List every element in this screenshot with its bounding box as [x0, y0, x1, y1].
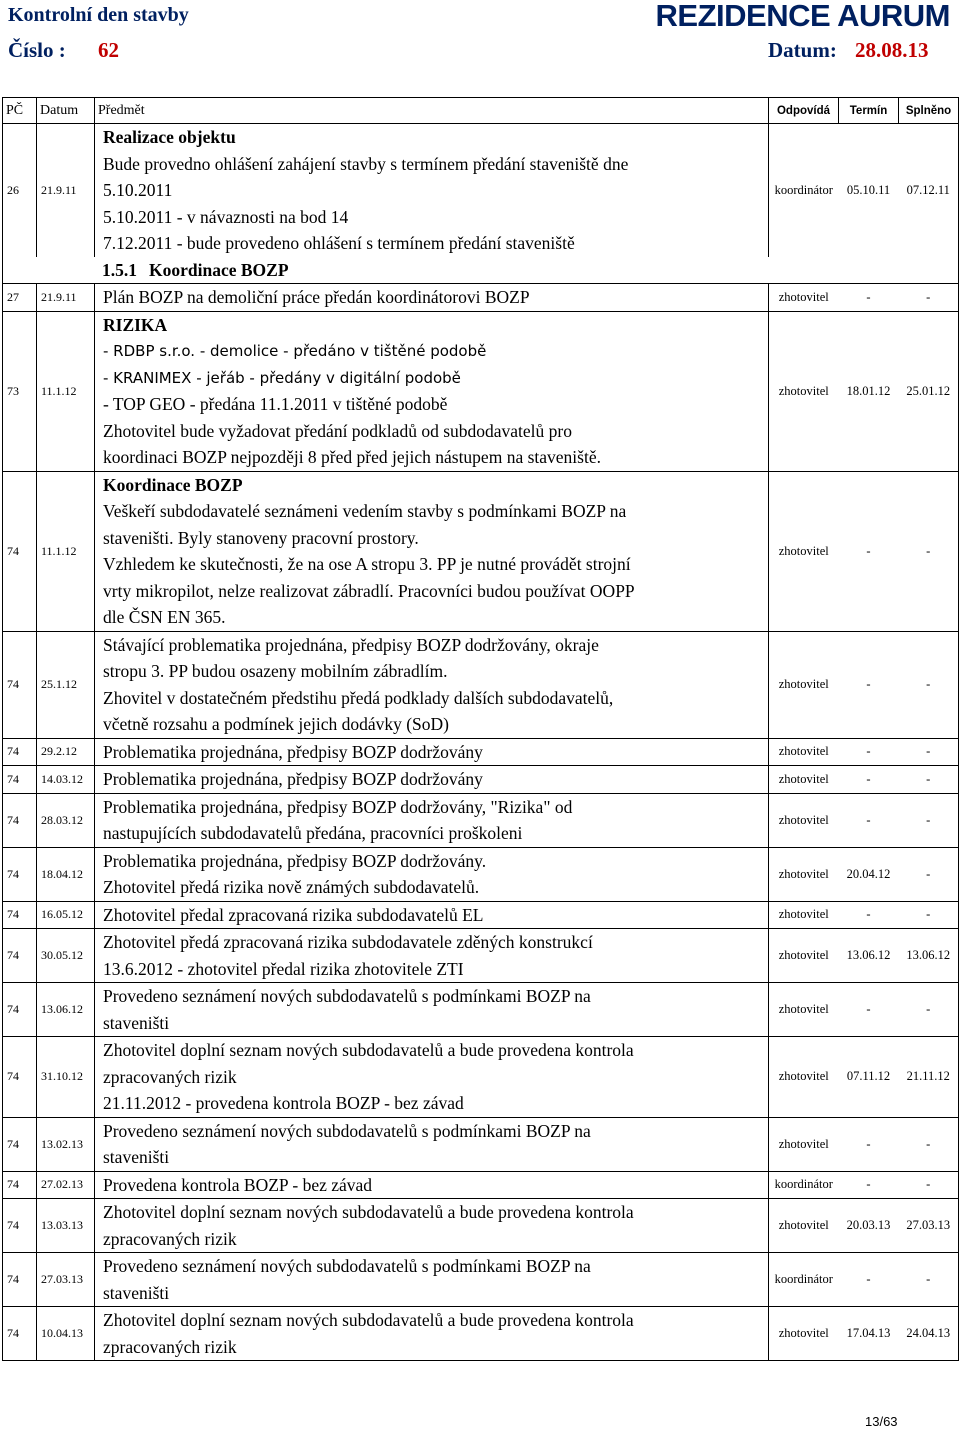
row-subject [95, 1037, 769, 1118]
row-date: 11.1.12 [37, 471, 95, 631]
row-date: 27.02.13 [37, 1171, 95, 1199]
row-deadline: - [839, 1117, 899, 1171]
row-responsible: zhotovitel [769, 1307, 839, 1361]
subject-line: - RDBP s.r.o. - demolice - předáno v tištěné podobě [103, 342, 487, 360]
row-number: 74 [3, 1171, 37, 1199]
table-row [3, 929, 959, 983]
subject-line: Problematika projednána, předpisy BOZP dodržovány, "Rizika" od [103, 796, 573, 817]
minutes-table [2, 97, 959, 1361]
row-deadline: - [839, 901, 899, 929]
subject-line: Plán BOZP na demoliční práce předán koordinátorovi BOZP [103, 287, 530, 307]
subject-line: včetně rozsahu a podmínek jejich dodávky (SoD) [103, 714, 450, 734]
section-row [3, 257, 959, 284]
row-number: 74 [3, 1199, 37, 1253]
subject-line: Provedeno seznámení nových subdodavatelů s podmínkami BOZP na [103, 986, 591, 1006]
subject-line: Problematika projednána, předpisy BOZP dodržovány [103, 741, 483, 762]
row-subject [95, 766, 769, 794]
row-date: 18.04.12 [37, 847, 95, 901]
subject-line: 7.12.2011 - bude provedeno ohlášení s termínem předání staveniště [103, 233, 575, 253]
row-responsible: zhotovitel [769, 471, 839, 631]
col-header-predmet: Předmět [95, 98, 769, 124]
row-date: 30.05.12 [37, 929, 95, 983]
row-number: 74 [3, 847, 37, 901]
section-title: Koordinace BOZP [149, 259, 289, 280]
row-completed: 07.12.11 [899, 124, 959, 257]
row-deadline: - [839, 983, 899, 1037]
subject-line: zpracovaných rizik [103, 1066, 237, 1087]
row-deadline: 05.10.11 [839, 124, 899, 257]
row-responsible: koordinátor [769, 1171, 839, 1199]
date-value: 28.08.13 [855, 38, 929, 62]
row-date: 14.03.12 [37, 766, 95, 794]
subject-line: RIZIKA [103, 314, 168, 335]
col-header-pc: PČ [3, 98, 37, 124]
row-responsible: zhotovitel [769, 983, 839, 1037]
table-row [3, 471, 959, 631]
table-row [3, 284, 959, 312]
subject-line: Veškeří subdodavatelé seznámeni vedením stavby s podmínkami BOZP na [103, 501, 627, 521]
row-responsible: zhotovitel [769, 311, 839, 471]
row-deadline: - [839, 793, 899, 847]
table-row [3, 311, 959, 471]
row-number: 74 [3, 1253, 37, 1307]
row-subject [95, 738, 769, 766]
row-completed: - [899, 1117, 959, 1171]
row-responsible: zhotovitel [769, 766, 839, 794]
row-deadline: 18.01.12 [839, 311, 899, 471]
row-number: 74 [3, 631, 37, 738]
page-number: 13/63 [865, 1414, 898, 1429]
row-deadline: 13.06.12 [839, 929, 899, 983]
row-date: 11.1.12 [37, 311, 95, 471]
row-responsible: zhotovitel [769, 631, 839, 738]
subject-line: Zhovitel v dostatečném předstihu předá podklady dalších subdodavatelů, [103, 687, 614, 708]
subject-line: Stávající problematika projednána, předpisy BOZP dodržovány, okraje [103, 634, 599, 655]
subject-line: Provedena kontrola BOZP - bez závad [103, 1174, 373, 1195]
table-row [3, 631, 959, 738]
row-completed: - [899, 284, 959, 312]
row-date: 27.03.13 [37, 1253, 95, 1307]
table-row [3, 1171, 959, 1199]
subject-line: Provedeno seznámení nových subdodavatelů s podmínkami BOZP na [103, 1120, 591, 1141]
row-subject [95, 471, 769, 631]
subject-line: Realizace objektu [103, 127, 236, 147]
subject-line: staveništi [103, 1282, 170, 1303]
table-body [3, 124, 959, 1361]
subject-line: Problematika projednána, předpisy BOZP dodržovány [103, 769, 483, 789]
table-row [3, 793, 959, 847]
row-deadline: - [839, 766, 899, 794]
subject-line: Provedeno seznámení nových subdodavatelů s podmínkami BOZP na [103, 1256, 591, 1276]
row-subject [95, 847, 769, 901]
subject-line: 21.11.2012 - provedena kontrola BOZP - bez závad [103, 1093, 464, 1113]
row-responsible: zhotovitel [769, 284, 839, 312]
row-completed: - [899, 631, 959, 738]
row-date: 29.2.12 [37, 738, 95, 766]
row-number: 74 [3, 766, 37, 794]
row-subject [95, 1171, 769, 1199]
number-label: Číslo : [8, 38, 66, 62]
subject-line: nastupujících subdodavatelů předána, pracovníci proškoleni [103, 823, 523, 843]
subject-line: zpracovaných rizik [103, 1336, 237, 1357]
col-header-termin: Termín [839, 98, 899, 124]
row-responsible: zhotovitel [769, 929, 839, 983]
subject-line: staveništi [103, 1147, 170, 1167]
row-deadline: - [839, 1171, 899, 1199]
row-number: 74 [3, 1307, 37, 1361]
row-number: 74 [3, 929, 37, 983]
row-number: 74 [3, 901, 37, 929]
row-date: 25.1.12 [37, 631, 95, 738]
subject-line: Zhotovitel doplní seznam nových subdodavatelů a bude provedena kontrola [103, 1040, 634, 1060]
row-number: 73 [3, 311, 37, 471]
row-completed: - [899, 1171, 959, 1199]
row-completed: 13.06.12 [899, 929, 959, 983]
row-responsible: zhotovitel [769, 847, 839, 901]
subject-line: Zhotovitel předá rizika nově známých subdodavatelů. [103, 877, 480, 897]
row-deadline: 20.04.12 [839, 847, 899, 901]
row-deadline: - [839, 284, 899, 312]
subject-line: Koordinace BOZP [103, 474, 243, 495]
subject-line: - KRANIMEX - jeřáb - předány v digitální podobě [103, 368, 461, 387]
row-number: 27 [3, 284, 37, 312]
subject-line: Zhotovitel bude vyžadovat předání podkladů od subdodavatelů pro [103, 420, 572, 441]
row-date: 13.03.13 [37, 1199, 95, 1253]
row-responsible: zhotovitel [769, 793, 839, 847]
section-number: 1.5.1 [102, 259, 137, 280]
row-date: 28.03.12 [37, 793, 95, 847]
row-number: 74 [3, 471, 37, 631]
document-title: Kontrolní den stavby [8, 4, 189, 26]
row-date: 21.9.11 [37, 124, 95, 257]
row-subject [95, 631, 769, 738]
table-row [3, 124, 959, 257]
row-subject [95, 1117, 769, 1171]
row-deadline: 07.11.12 [839, 1037, 899, 1118]
table-row [3, 1253, 959, 1307]
subject-line: staveništi [103, 1012, 170, 1033]
row-date: 21.9.11 [37, 284, 95, 312]
table-row [3, 847, 959, 901]
table-header-row [3, 98, 959, 124]
row-responsible: koordinátor [769, 124, 839, 257]
row-completed: - [899, 1253, 959, 1307]
row-deadline: - [839, 631, 899, 738]
subject-line: 13.6.2012 - zhotovitel předal rizika zhotovitele ZTI [103, 958, 464, 979]
row-completed: - [899, 471, 959, 631]
row-number: 74 [3, 793, 37, 847]
row-subject [95, 929, 769, 983]
row-responsible: zhotovitel [769, 901, 839, 929]
row-subject [95, 311, 769, 471]
row-deadline: - [839, 471, 899, 631]
subject-line: staveništi. Byly stanoveny pracovní prostory. [103, 527, 419, 548]
row-responsible: zhotovitel [769, 738, 839, 766]
row-responsible: zhotovitel [769, 1037, 839, 1118]
row-deadline: - [839, 738, 899, 766]
date-label: Datum: [768, 38, 837, 62]
row-subject [95, 1253, 769, 1307]
row-subject [95, 901, 769, 929]
row-date: 31.10.12 [37, 1037, 95, 1118]
table-row [3, 1199, 959, 1253]
subject-line: stropu 3. PP budou osazeny mobilním zábradlím. [103, 661, 448, 681]
table-row [3, 1037, 959, 1118]
row-deadline: 17.04.13 [839, 1307, 899, 1361]
row-completed: - [899, 847, 959, 901]
subject-line: 5.10.2011 [103, 180, 173, 200]
row-completed: - [899, 766, 959, 794]
subject-line: Zhotovitel předá zpracovaná rizika subdodavatele zděných konstrukcí [103, 932, 593, 952]
row-subject [95, 793, 769, 847]
number-value: 62 [98, 38, 119, 62]
col-header-splneno: Splněno [899, 98, 959, 124]
row-date: 16.05.12 [37, 901, 95, 929]
row-completed: 27.03.13 [899, 1199, 959, 1253]
table-row [3, 983, 959, 1037]
subject-line: Zhotovitel předal zpracovaná rizika subdodavatelů EL [103, 904, 484, 925]
section-heading [3, 257, 959, 284]
subject-line: - TOP GEO - předána 11.1.2011 v tištěné podobě [103, 394, 448, 414]
row-deadline: 20.03.13 [839, 1199, 899, 1253]
row-responsible: zhotovitel [769, 1199, 839, 1253]
subject-line: Zhotovitel doplní seznam nových subdodavatelů a bude provedena kontrola [103, 1310, 634, 1330]
row-subject [95, 1199, 769, 1253]
row-date: 13.06.12 [37, 983, 95, 1037]
row-deadline: - [839, 1253, 899, 1307]
subject-line: 5.10.2011 - v návaznosti na bod 14 [103, 206, 349, 227]
subject-line: dle ČSN EN 365. [103, 607, 226, 627]
row-number: 74 [3, 1117, 37, 1171]
row-date: 13.02.13 [37, 1117, 95, 1171]
row-subject [95, 284, 769, 312]
table-row [3, 766, 959, 794]
row-completed: - [899, 738, 959, 766]
subject-line: vrty mikropilot, nelze realizovat zábradlí. Pracovníci budou používat OOPP [103, 580, 635, 601]
row-completed: - [899, 983, 959, 1037]
table-row [3, 1117, 959, 1171]
subject-line: zpracovaných rizik [103, 1228, 237, 1249]
table-row [3, 738, 959, 766]
row-completed: 24.04.13 [899, 1307, 959, 1361]
row-completed: 21.11.12 [899, 1037, 959, 1118]
subject-line: Bude provedno ohlášení zahájení stavby s termínem předání staveniště dne [103, 153, 629, 174]
row-subject [95, 983, 769, 1037]
row-number: 74 [3, 1037, 37, 1118]
subject-line: Problematika projednána, předpisy BOZP dodržovány. [103, 850, 487, 871]
col-header-datum: Datum [37, 98, 95, 124]
row-number: 74 [3, 738, 37, 766]
subject-line: Vzhledem ke skutečnosti, že na ose A stropu 3. PP je nutné provádět strojní [103, 554, 631, 574]
project-title: REZIDENCE AURUM [655, 0, 950, 33]
subject-line: koordinaci BOZP nejpozději 8 před před jejich nástupem na staveniště. [103, 447, 601, 467]
row-completed: 25.01.12 [899, 311, 959, 471]
subject-line: Zhotovitel doplní seznam nových subdodavatelů a bude provedena kontrola [103, 1202, 634, 1222]
table-row [3, 901, 959, 929]
row-responsible: koordinátor [769, 1253, 839, 1307]
table-row [3, 1307, 959, 1361]
row-number: 26 [3, 124, 37, 257]
row-completed: - [899, 793, 959, 847]
row-date: 10.04.13 [37, 1307, 95, 1361]
row-completed: - [899, 901, 959, 929]
row-subject [95, 1307, 769, 1361]
col-header-odpovida: Odpovídá [769, 98, 839, 124]
row-number: 74 [3, 983, 37, 1037]
row-subject [95, 124, 769, 257]
row-responsible: zhotovitel [769, 1117, 839, 1171]
